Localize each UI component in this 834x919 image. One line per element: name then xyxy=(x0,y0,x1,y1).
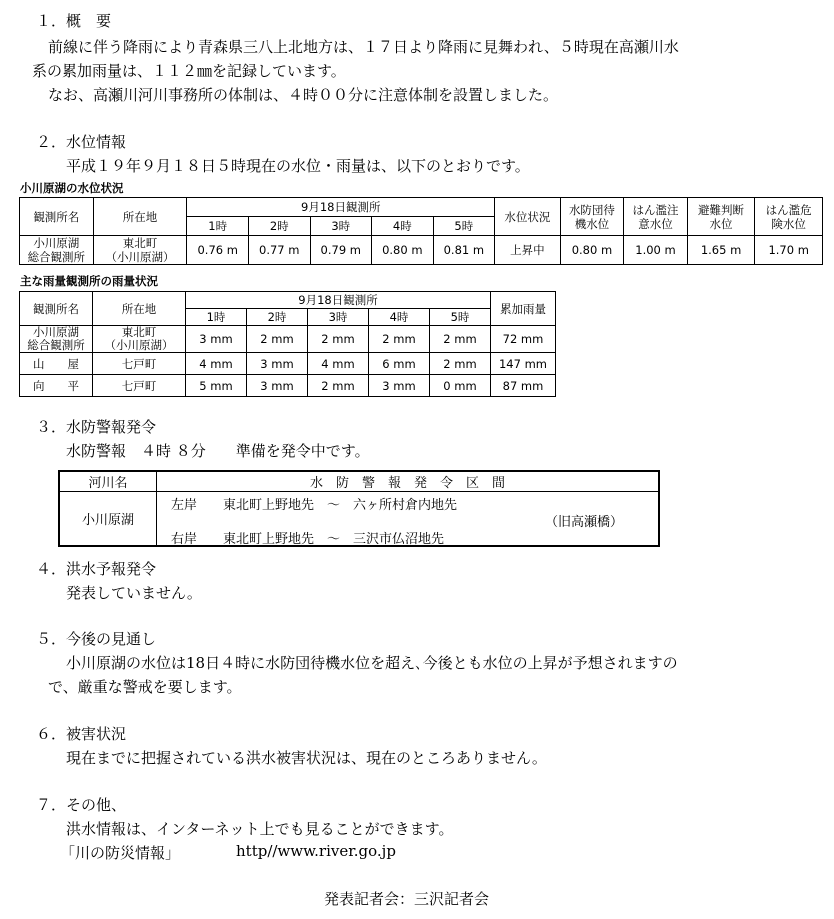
station-name: 小川原湖 総合観測所 xyxy=(20,236,94,265)
col-station: 観測所名 xyxy=(20,198,94,236)
section-4-heading: ４．洪水予報発令 xyxy=(36,560,157,578)
river-info-label: 「川の防災情報」 xyxy=(60,844,181,862)
section-5-line-1: 小川原湖の水位は18日４時に水防団待機水位を超え､今後とも水位の上昇が予想されますの xyxy=(66,654,678,672)
section-5-line-2: で、厳重な警戒を要します。 xyxy=(48,678,242,696)
station-name: 向 平 xyxy=(20,375,93,397)
table-row xyxy=(59,492,659,546)
rainfall-table xyxy=(19,291,556,397)
section-3-heading: ３．水防警報発令 xyxy=(36,418,157,436)
value-cell: 3 mm xyxy=(186,326,247,353)
water-level-table xyxy=(19,197,823,265)
total-cell: 147 mm xyxy=(491,353,556,375)
section-1-line-2: 系の累加雨量は、１１２㎜を記録しています。 xyxy=(32,62,346,80)
section-1-line-1: 前線に伴う降雨により青森県三八上北地方は、１７日より降雨に見舞われ、５時現在高瀬川水 xyxy=(48,38,679,56)
table-row xyxy=(20,236,823,265)
col-hour-2: 2時 xyxy=(248,217,310,236)
value-cell: 2 mm xyxy=(308,326,369,353)
col-caution: はん濫注 意水位 xyxy=(624,198,688,236)
danger-cell: 1.70 m xyxy=(755,236,823,265)
press-club-footer: 発表記者会：三沢記者会 xyxy=(324,890,490,908)
value-cell: 0.77 m xyxy=(248,236,310,265)
section-2-heading: ２．水位情報 xyxy=(36,133,127,151)
col-location: 所在地 xyxy=(93,198,187,236)
river-info-link[interactable]: http//www.river.go.jp xyxy=(236,842,396,860)
total-cell: 87 mm xyxy=(491,375,556,397)
table-row xyxy=(20,353,556,375)
bridge-note: （旧高瀬橋） xyxy=(545,515,624,530)
col-evac: 避難判断 水位 xyxy=(687,198,755,236)
station-location: 七戸町 xyxy=(93,375,186,397)
value-cell: 2 mm xyxy=(308,375,369,397)
left-bank: 左岸 東北町上野地先 ～ 六ヶ所村倉内地先 xyxy=(171,498,458,513)
col-group: 9月18日観測所 xyxy=(186,292,491,309)
caution-cell: 1.00 m xyxy=(624,236,688,265)
station-location: 東北町 （小川原湖） xyxy=(93,236,187,265)
section-3-line: 水防警報 ４時 ８分 準備を発令中です。 xyxy=(66,442,370,460)
water-table-caption: 小川原湖の水位状況 xyxy=(20,181,124,195)
col-total: 累加雨量 xyxy=(491,292,556,326)
section-4-line: 発表していません。 xyxy=(66,584,202,602)
value-cell: 0.80 m xyxy=(372,236,434,265)
right-bank: 右岸 東北町上野地先 ～ 三沢市仏沼地先 xyxy=(171,532,445,547)
section-7-heading: ７．その他、 xyxy=(36,796,127,814)
col-river: 河川名 xyxy=(59,471,157,492)
section-5-heading: ５．今後の見通し xyxy=(36,630,157,648)
col-standby: 水防団待 機水位 xyxy=(560,198,624,236)
col-section: 水 防 警 報 発 令 区 間 xyxy=(157,471,660,492)
river-name: 小川原湖 xyxy=(59,492,157,546)
col-hour-2: 2時 xyxy=(247,309,308,326)
col-hour-3: 3時 xyxy=(310,217,372,236)
station-name: 山 屋 xyxy=(20,353,93,375)
col-hour-4: 4時 xyxy=(369,309,430,326)
value-cell: 4 mm xyxy=(186,353,247,375)
standby-cell: 0.80 m xyxy=(560,236,624,265)
col-hour-5: 5時 xyxy=(433,217,495,236)
col-hour-4: 4時 xyxy=(372,217,434,236)
value-cell: 0.76 m xyxy=(187,236,249,265)
value-cell: 2 mm xyxy=(369,326,430,353)
flood-warning-table xyxy=(58,470,660,547)
value-cell: 0.81 m xyxy=(433,236,495,265)
col-hour-1: 1時 xyxy=(186,309,247,326)
rain-table-caption: 主な雨量観測所の雨量状況 xyxy=(20,274,158,288)
value-cell: 3 mm xyxy=(247,375,308,397)
value-cell: 2 mm xyxy=(430,353,491,375)
station-name: 小川原湖 総合観測所 xyxy=(20,326,93,353)
section-6-heading: ６．被害状況 xyxy=(36,725,127,743)
value-cell: 2 mm xyxy=(430,326,491,353)
value-cell: 0 mm xyxy=(430,375,491,397)
value-cell: 5 mm xyxy=(186,375,247,397)
col-danger: はん濫危 険水位 xyxy=(755,198,823,236)
value-cell: 4 mm xyxy=(308,353,369,375)
value-cell: 3 mm xyxy=(369,375,430,397)
section-1-line-3: なお、高瀬川河川事務所の体制は、４時００分に注意体制を設置しました。 xyxy=(48,86,559,104)
col-status: 水位状況 xyxy=(495,198,561,236)
section-detail xyxy=(157,492,660,546)
value-cell: 0.79 m xyxy=(310,236,372,265)
col-hour-5: 5時 xyxy=(430,309,491,326)
section-7-line: 洪水情報は、インターネット上でも見ることができます。 xyxy=(66,820,454,838)
col-hour-3: 3時 xyxy=(308,309,369,326)
status-cell: 上昇中 xyxy=(495,236,561,265)
total-cell: 72 mm xyxy=(491,326,556,353)
value-cell: 2 mm xyxy=(247,326,308,353)
col-location: 所在地 xyxy=(93,292,186,326)
col-group: 9月18日観測所 xyxy=(187,198,495,217)
evac-cell: 1.65 m xyxy=(687,236,755,265)
table-row xyxy=(20,375,556,397)
section-6-line: 現在までに把握されている洪水被害状況は、現在のところありません。 xyxy=(66,749,547,767)
table-row xyxy=(20,326,556,353)
value-cell: 6 mm xyxy=(369,353,430,375)
col-station: 観測所名 xyxy=(20,292,93,326)
value-cell: 3 mm xyxy=(247,353,308,375)
section-1-heading: １．概 要 xyxy=(36,12,112,30)
station-location: 七戸町 xyxy=(93,353,186,375)
station-location: 東北町 （小川原湖） xyxy=(93,326,186,353)
col-hour-1: 1時 xyxy=(187,217,249,236)
section-2-line: 平成１９年９月１８日５時現在の水位・雨量は、以下のとおりです。 xyxy=(66,157,530,175)
